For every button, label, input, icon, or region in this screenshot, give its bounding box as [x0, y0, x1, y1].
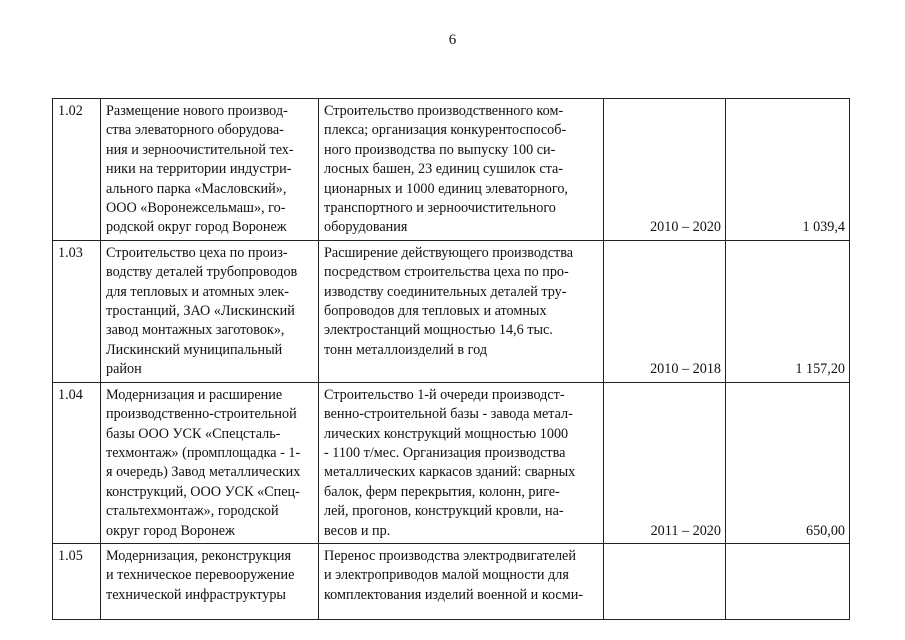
project-name-line: конструкций, ООО УСК «Спец-: [106, 483, 300, 500]
project-name-line: Модернизация, реконструкция: [106, 547, 291, 564]
investment-amount-cell: 650,00: [726, 382, 850, 543]
project-name-line: тростанций, ЗАО «Лискинский: [106, 303, 295, 320]
project-description-line: металлических каркасов зданий: сварных: [324, 464, 576, 481]
project-name-line: техмонтаж» (промплощадка - 1-: [106, 444, 301, 461]
project-name-line: и техническое перевооружение: [106, 567, 295, 584]
project-description-cell: [319, 543, 604, 619]
project-description-line: Строительство 1-й очереди производст-: [324, 386, 565, 403]
project-description-line: транспортного и зерноочистительного: [324, 200, 556, 217]
project-name-line: технической инфраструктуры: [106, 586, 286, 603]
project-name-line: район: [106, 361, 142, 378]
project-description-line: балок, ферм перекрытия, колонн, риге-: [324, 483, 560, 500]
project-name-line: завод монтажных заготовок»,: [106, 322, 285, 339]
project-description-line: Расширение действующего производства: [324, 244, 574, 261]
project-description-line: электростанций мощностью 14,6 тыс.: [324, 322, 553, 339]
project-description-line: посредством строительства цеха по про-: [324, 264, 569, 281]
project-description-line: лических конструкций мощностью 1000: [324, 425, 569, 442]
implementation-period-cell: [604, 543, 726, 619]
project-description-cell: [319, 382, 604, 543]
table-row: [53, 99, 850, 241]
project-description-line: весов и пр.: [324, 522, 391, 539]
project-name-line: ООО «Воронежсельмаш», го-: [106, 200, 286, 217]
project-description-line: Перенос производства электродвигателей: [324, 547, 576, 564]
project-name-cell: [101, 240, 319, 382]
projects-table: [52, 98, 850, 620]
project-name-line: Модернизация и расширение: [106, 386, 283, 403]
project-description-line: бопроводов для тепловых и атомных: [324, 303, 547, 320]
project-name-line: стальтехмонтаж», городской: [106, 503, 279, 520]
project-name-line: Строительство цеха по произ-: [106, 244, 288, 261]
project-name-line: родской округ город Воронеж: [106, 219, 287, 236]
row-number-cell: 1.03: [53, 240, 101, 382]
project-name-line: я очередь) Завод металлических: [106, 464, 301, 481]
projects-table-body: [53, 99, 850, 620]
project-description-line: изводству соединительных деталей тру-: [324, 283, 567, 300]
investment-amount-cell: 1 039,4: [726, 99, 850, 241]
project-description-line: - 1100 т/мес. Организация производства: [324, 444, 566, 461]
project-name-line: водству деталей трубопроводов: [106, 264, 298, 281]
project-name-line: ства элеваторного оборудова-: [106, 122, 284, 139]
table-row: [53, 240, 850, 382]
investment-amount-cell: [726, 543, 850, 619]
project-description-line: ного производства по выпуску 100 си-: [324, 141, 556, 158]
project-name-line: ния и зерноочистительной тех-: [106, 141, 294, 158]
project-name-line: ники на территории индустри-: [106, 161, 292, 178]
project-name-line: Размещение нового производ-: [106, 103, 288, 119]
project-name-line: округ город Воронеж: [106, 522, 235, 539]
table-row: [53, 543, 850, 619]
project-description-cell: [319, 240, 604, 382]
project-description-cell: [319, 99, 604, 241]
row-number-cell: 1.02: [53, 99, 101, 241]
implementation-period-cell: 2011 – 2020: [604, 382, 726, 543]
project-name-line: ального парка «Масловский»,: [106, 180, 287, 197]
project-description-line: Строительство производственного ком-: [324, 103, 564, 119]
row-number-cell: 1.05: [53, 543, 101, 619]
project-description-line: лосных башен, 23 единиц сушилок ста-: [324, 161, 564, 178]
table-row: [53, 382, 850, 543]
page-number: 6: [448, 32, 457, 48]
project-name-line: базы ООО УСК «Спецсталь-: [106, 425, 281, 442]
project-description-line: венно-строительной базы - завода метал-: [324, 406, 573, 423]
project-name-cell: [101, 543, 319, 619]
project-name-line: производственно-строительной: [106, 406, 297, 423]
project-description-line: комплектования изделий военной и косми-: [324, 586, 584, 603]
implementation-period-cell: 2010 – 2020: [604, 99, 726, 241]
project-description-line: лей, прогонов, конструкций кровли, на-: [324, 503, 564, 520]
project-description-line: тонн металлоизделий в год: [324, 341, 488, 358]
project-description-line: оборудования: [324, 219, 408, 236]
investment-amount-cell: 1 157,20: [726, 240, 850, 382]
implementation-period-cell: 2010 – 2018: [604, 240, 726, 382]
row-number-cell: 1.04: [53, 382, 101, 543]
project-name-cell: [101, 382, 319, 543]
project-description-line: плекса; организация конкурентоспособ-: [324, 122, 567, 139]
project-description-line: ционарных и 1000 единиц элеваторного,: [324, 180, 568, 197]
project-description-line: и электроприводов малой мощности для: [324, 567, 569, 584]
project-name-cell: [101, 99, 319, 241]
project-name-line: для тепловых и атомных элек-: [106, 283, 289, 300]
project-name-line: Лискинский муниципальный: [106, 341, 283, 358]
